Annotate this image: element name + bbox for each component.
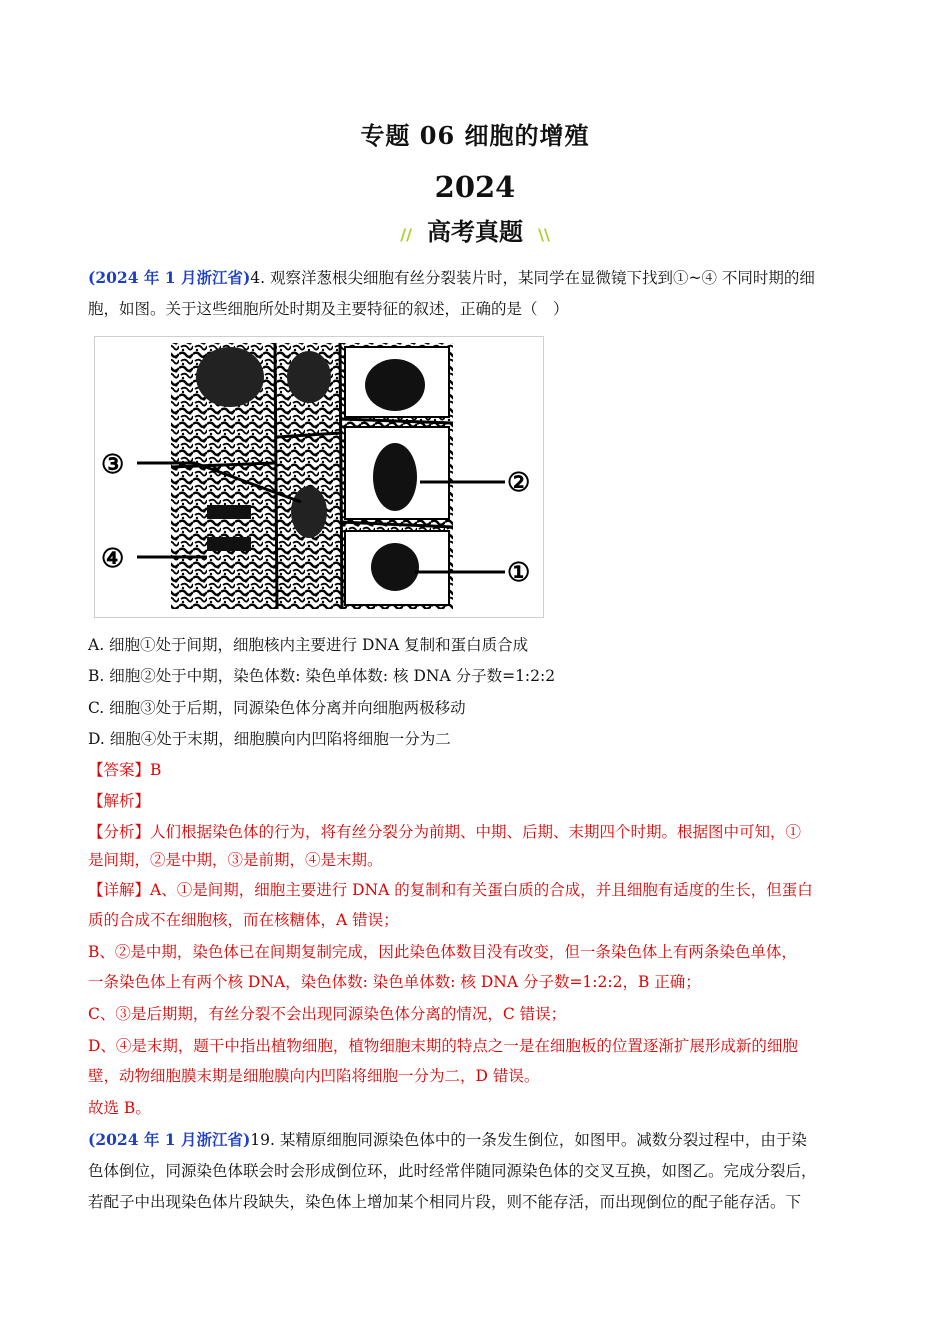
xiangjie-line1: 【详解】A、①是间期，细胞主要进行 DNA 的复制和有关蛋白质的合成，并且细胞有适度的生长，但蛋白 (88, 881, 813, 899)
explain-b-line2: 一条染色体上有两个核 DNA，染色体数: 染色单体数: 核 DNA 分子数=1:2:2，B 正确； (88, 973, 701, 991)
q1-stem-line1 (88, 266, 815, 288)
micrograph-image (95, 337, 543, 617)
banner-label (417, 212, 533, 247)
year-label (431, 170, 520, 204)
q2-source: (2024 年 1 月浙江省) (88, 1130, 251, 1149)
banner-right-slash: \\ (538, 225, 550, 244)
q2-line1 (88, 1128, 807, 1150)
explain-c: C、③是后期期，有丝分裂不会出现同源染色体分离的情况，C 错误； (88, 1005, 567, 1023)
q1-source: (2024 年 1 月浙江省) (88, 268, 251, 287)
option-c: C. 细胞③处于后期，同源染色体分离并向细胞两极移动 (88, 699, 466, 717)
label-3: ③ (101, 450, 125, 480)
q2-text1: 19. 某精原细胞同源染色体中的一条发生倒位，如图甲。减数分裂过程中，由于染 (250, 1131, 807, 1149)
micrograph-figure (94, 336, 544, 618)
banner-text: 高考真题 (427, 218, 523, 246)
analysis-heading: 【解析】 (88, 792, 151, 810)
explain-d-line2: 壁，动物细胞膜末期是细胞膜向内凹陷将细胞一分为二，D 错误。 (88, 1067, 540, 1085)
banner-left-slash: // (400, 225, 412, 244)
fenxi-line2: 是间期，②是中期，③是前期，④是末期。 (88, 851, 383, 869)
option-d: D. 细胞④处于末期，细胞膜向内凹陷将细胞一分为二 (88, 730, 451, 748)
answer: 【答案】B (88, 761, 162, 779)
label-2: ② (507, 468, 531, 498)
year-text: 2024 (434, 170, 516, 204)
page-title: 专题 06 细胞的增殖 (360, 121, 590, 150)
label-1: ① (507, 558, 531, 588)
q1-stem-text1: 4. 观察洋葱根尖细胞有丝分裂装片时，某同学在显微镜下找到①~④ 不同时期的细 (250, 269, 815, 287)
explain-d-line1: D、④是末期，题干中指出植物细胞，植物细胞末期的特点之一是在细胞板的位置逐渐扩展形成新的细胞 (88, 1037, 798, 1055)
q2-line3: 若配子中出现染色体片段缺失，染色体上增加某个相同片段，则不能存活，而出现倒位的配子能存活。下 (88, 1193, 802, 1211)
option-b: B. 细胞②处于中期，染色体数: 染色单体数: 核 DNA 分子数=1:2:2 (88, 667, 556, 685)
q2-line2: 色体倒位，同源染色体联会时会形成倒位环，此时经常伴随同源染色体的交叉互换，如图乙。完成分裂后， (88, 1162, 817, 1180)
fenxi-line1: 【分析】人们根据染色体的行为，将有丝分裂分为前期、中期、后期、末期四个时期。根据图中可知，① (88, 823, 802, 841)
conclusion: 故选 B。 (88, 1099, 151, 1117)
label-4: ④ (101, 544, 125, 574)
option-a: A. 细胞①处于间期，细胞核内主要进行 DNA 复制和蛋白质合成 (88, 636, 529, 654)
xiangjie-line2: 质的合成不在细胞核，而在核糖体，A 错误； (88, 911, 399, 929)
q1-stem-line2: 胞，如图。关于这些细胞所处时期及主要特征的叙述，正确的是（ ） (88, 300, 569, 318)
explain-b-line1: B、②是中期，染色体已在间期复制完成，因此染色体数目没有改变，但一条染色体上有两条染色单体， (88, 943, 797, 961)
year-heading (0, 170, 950, 204)
section-banner (0, 212, 950, 247)
